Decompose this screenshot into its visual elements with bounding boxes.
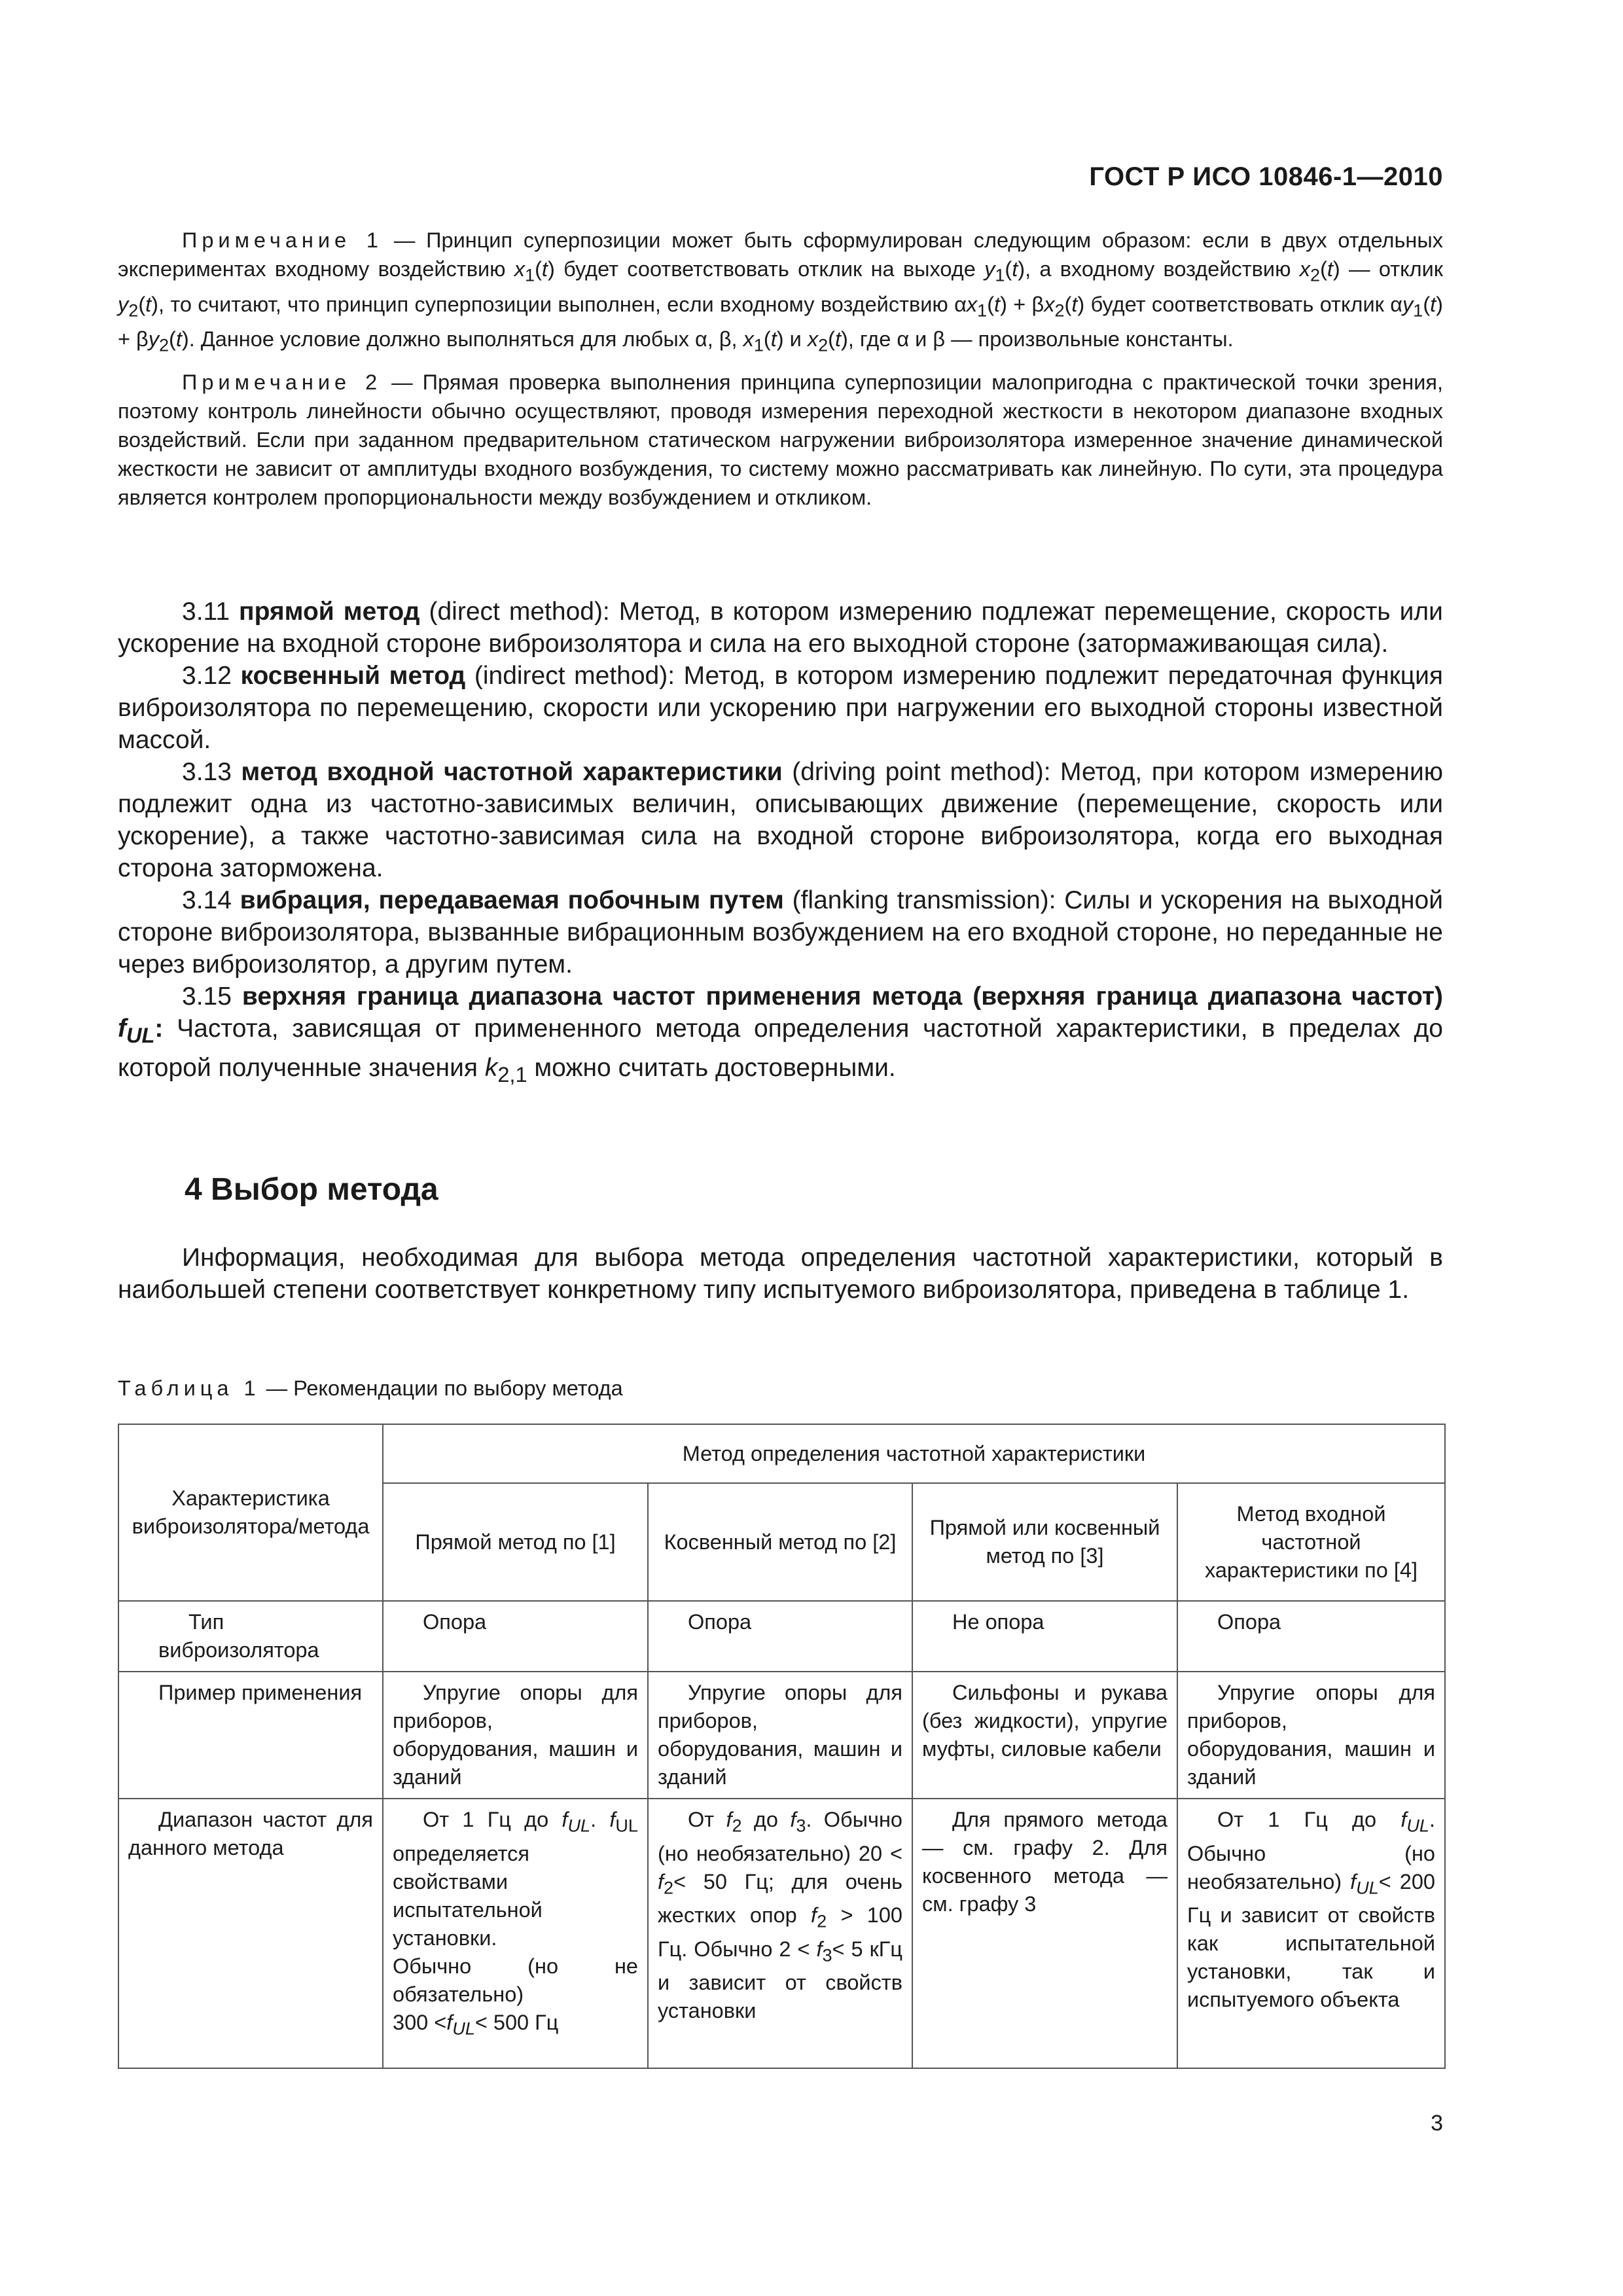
definition-3-14: 3.14 вибрация, передаваемая побочным путем (flanking transmission): Силы и ускорения на выходной стороне виброизолятора, вызванные вибрационным возбуждением на его входной стороне, но переданные не через виброизолятор, а другим путем. (118, 886, 1443, 978)
table-header-row (118, 1424, 1445, 1483)
table-cell: Упругие опоры для приборов, оборудования, машин и зданий (1177, 1672, 1445, 1799)
table-row (118, 1672, 1445, 1799)
document-code: ГОСТ Р ИСО 10846-1—2010 (1089, 162, 1443, 191)
table-cell: Упругие опоры для приборов, оборудования, машин и зданий (648, 1672, 912, 1799)
table-cell: Упругие опоры для приборов, оборудования, машин и зданий (383, 1672, 648, 1799)
row-label-type: Тип виброизолятора (118, 1601, 383, 1672)
table-cell: От 1 Гц до $f_{UL}$. Обычно (но необязательно) $f_{UL}< 200$ Гц и зависит от свойств как испытательной установки, так и испытуемого объекта (1177, 1799, 1445, 2068)
table-row (118, 1601, 1445, 1672)
row-header-cell: Характеристика виброизолятора/метода (118, 1424, 383, 1601)
definition-3-15: 3.15 верхняя граница диапазона частот применения метода (верхняя граница диапазона частот) $f_{UL}$: Частота, зависящая от примененного метода определения частотной характеристики, в пределах до которой полученные значения $k_{2,1}$ можно считать достоверными. (118, 982, 1443, 1086)
row-label-frequency-range: Диапазон частот для данного метода (118, 1799, 383, 2068)
col-header-direct: Прямой метод по [1] (383, 1483, 648, 1601)
note-1: Примечание 1 — Принцип суперпозиции может быть сформулирован следующим образом: если в двух отдельных экспериментах входному воздействию $x_1(t)$ будет соответствовать отклик на выходе $y_1(t)$, а входному воздействию $x_2(t)$ — отклик $y_2(t)$, то считают, что принцип суперпозиции выполнен, если входному воздействию $\alpha x_1(t) + \beta x_2(t)$ будет соответствовать отклик $\alpha y_1(t) + \beta y_2(t)$. Данное условие должно выполняться для любых α, β, $x_1(t)$ и $x_2(t)$, где α и β — произвольные константы. (118, 228, 1443, 355)
col-header-direct-or-indirect: Прямой или косвенный метод по [3] (912, 1483, 1177, 1601)
table-cell: Опора (1177, 1601, 1445, 1672)
section-4-title: 4 Выбор метода (185, 1172, 438, 1207)
table-cell: Сильфоны и рукава (без жидкости), упругие муфты, силовые кабели (912, 1672, 1177, 1799)
table-cell: Не опора (912, 1601, 1177, 1672)
definition-3-12: 3.12 косвенный метод (indirect method): Метод, в котором измерению подлежит передаточная функция виброизолятора по перемещению, скорости или ускорению при нагружении его выходной стороны известной массой. (118, 662, 1443, 754)
group-header-cell: Метод определения частотной характеристики (383, 1424, 1445, 1483)
table-cell: Опора (648, 1601, 912, 1672)
table-cell: От 1 Гц до $f_{UL}$. $f_{UL}$ определяется свойствами испытательной установки. Обычно (но не обязательно) $300 <f_{UL}< 500$ Гц (383, 1799, 648, 2068)
page-number: 3 (1431, 2111, 1443, 2136)
table-cell: Опора (383, 1601, 648, 1672)
col-header-driving-point: Метод входной частотной характеристики по [4] (1177, 1483, 1445, 1601)
note-2: Примечание 2 — Прямая проверка выполнения принципа суперпозиции малопригодна с практической точки зрения, поэтому контроль линейности обычно осуществляют, проводя измерения переходной жесткости в некотором диапазоне входных воздействий. Если при заданном предварительном статическом нагружении виброизолятора измеренное значение динамической жесткости не зависит от амплитуды входного возбуждения, то систему можно рассматривать как линейную. По сути, эта процедура является контролем пропорциональности между возбуждением и откликом. (118, 370, 1443, 509)
notes-block (118, 226, 1443, 520)
table-cell: Для прямого метода — см. графу 2. Для косвенного метода — см. графу 3 (912, 1799, 1177, 2068)
row-label-example: Пример применения (118, 1672, 383, 1799)
section-4-paragraph: Информация, необходимая для выбора метода определения частотной характеристики, который в наибольшей степени соответствует конкретному типу испытуемого виброизолятора, приведена в таблице 1. (118, 1244, 1443, 1304)
col-header-indirect: Косвенный метод по [2] (648, 1483, 912, 1601)
definition-3-11: 3.11 прямой метод (direct method): Метод, в котором измерению подлежат перемещение, скорость или ускорение на входной стороне виброизолятора и сила на его выходной стороне (затормаживающая сила). (118, 598, 1443, 658)
table-row (118, 1799, 1445, 2068)
table-caption: Таблица 1 — Рекомендации по выбору метода (118, 1376, 623, 1400)
method-selection-table (118, 1424, 1446, 2069)
definition-3-13: 3.13 метод входной частотной характеристики (driving point method): Метод, при котором измерению подлежит одна из частотно-зависимых величин, описывающих движение (перемещение, скорость или ускорение), а также частотно-зависимая сила на входной стороне виброизолятора, когда его выходная сторона заторможена. (118, 758, 1443, 882)
definitions-block (118, 596, 1443, 1091)
table-cell: От $f_2$ до $f_3$. Обычно (но необязательно) $20 < f_2< 50$ Гц; для очень жестких опор $f_2 > 100$ Гц. Обычно $2 < f_3< 5$ кГц и зависит от свойств установки (648, 1799, 912, 2068)
